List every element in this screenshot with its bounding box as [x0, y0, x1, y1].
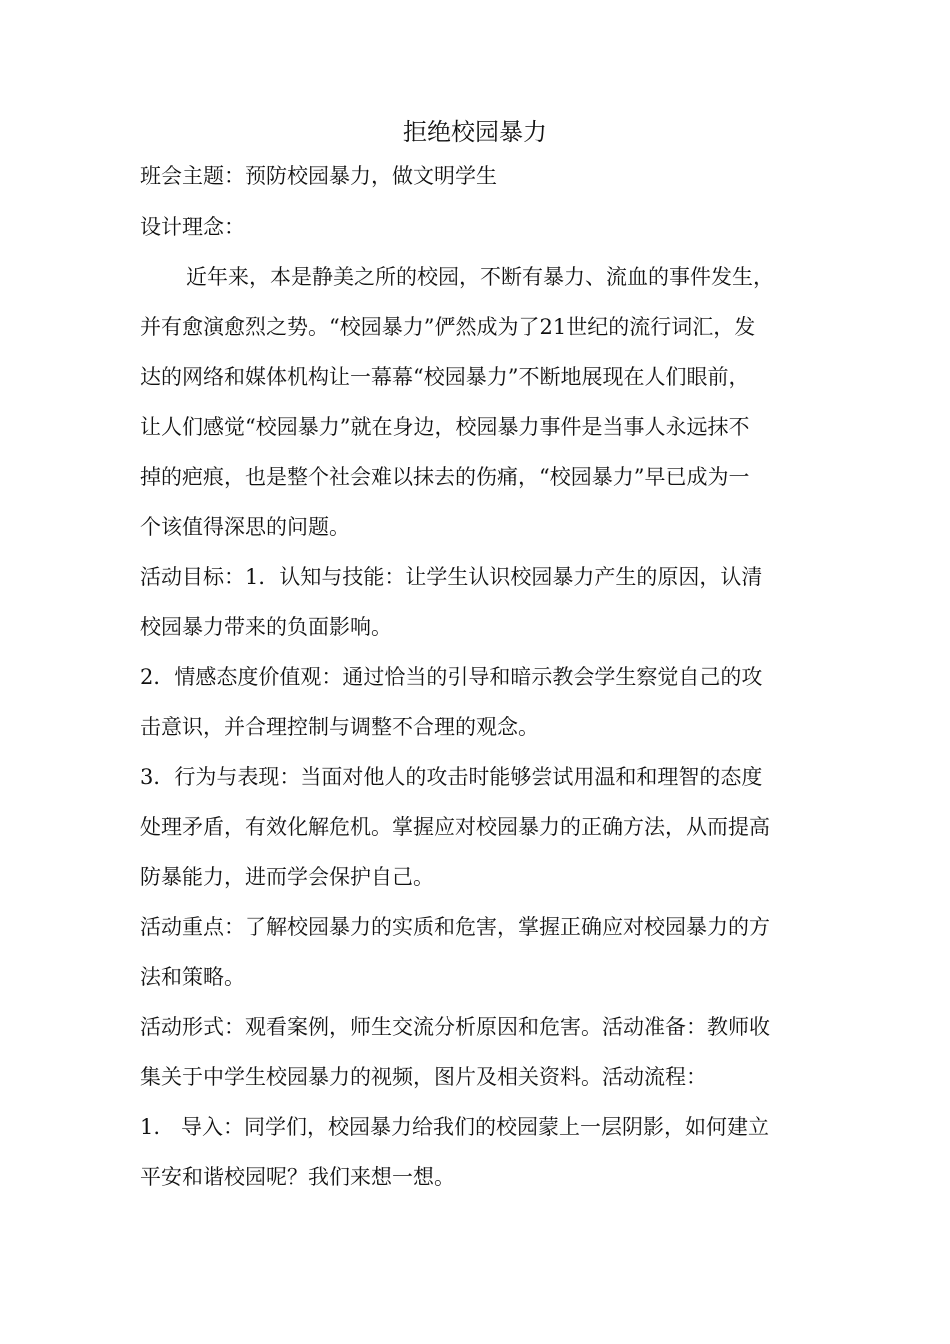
text-line: 班会主题：预防校园暴力，做文明学生 [140, 164, 497, 188]
text-line: 并有愈演愈烈之势。“校园暴力”俨然成为了21世纪的流行词汇，发 [140, 315, 756, 339]
text-line: 处理矛盾，有效化解危机。掌握应对校园暴力的正确方法，从而提高 [140, 815, 770, 839]
document-title: 拒绝校园暴力 [403, 118, 547, 146]
text-line: 设计理念： [140, 215, 245, 239]
text-line: 近年来，本是静美之所的校园，不断有暴力、流血的事件发生， [186, 265, 774, 289]
text-line: 掉的疤痕，也是整个社会难以抹去的伤痛，“校园暴力”早已成为一 [140, 465, 750, 489]
text-line: 1. 导入：同学们，校园暴力给我们的校园蒙上一层阴影，如何建立 [140, 1115, 770, 1139]
text-line: 2．情感态度价值观：通过恰当的引导和暗示教会学生察觉自己的攻 [140, 665, 763, 689]
text-line: 达的网络和媒体机构让一幕幕“校园暴力”不断地展现在人们眼前， [140, 365, 750, 389]
text-line: 平安和谐校园呢？我们来想一想。 [140, 1165, 455, 1189]
text-line: 个该值得深思的问题。 [140, 515, 350, 539]
text-line: 击意识，并合理控制与调整不合理的观念。 [140, 715, 539, 739]
text-line: 活动目标：1．认知与技能：让学生认识校园暴力产生的原因，认清 [140, 565, 763, 589]
text-line: 防暴能力，进而学会保护自己。 [140, 865, 434, 889]
text-line: 活动重点：了解校园暴力的实质和危害，掌握正确应对校园暴力的方 [140, 915, 770, 939]
text-line: 校园暴力带来的负面影响。 [140, 615, 392, 639]
text-line: 集关于中学生校园暴力的视频，图片及相关资料。活动流程： [140, 1065, 707, 1089]
text-line: 让人们感觉“校园暴力”就在身边，校园暴力事件是当事人永远抹不 [140, 415, 750, 439]
text-line: 法和策略。 [140, 965, 245, 989]
text-line: 3．行为与表现：当面对他人的攻击时能够尝试用温和和理智的态度 [140, 765, 763, 789]
text-line: 活动形式：观看案例，师生交流分析原因和危害。活动准备：教师收 [140, 1015, 770, 1039]
